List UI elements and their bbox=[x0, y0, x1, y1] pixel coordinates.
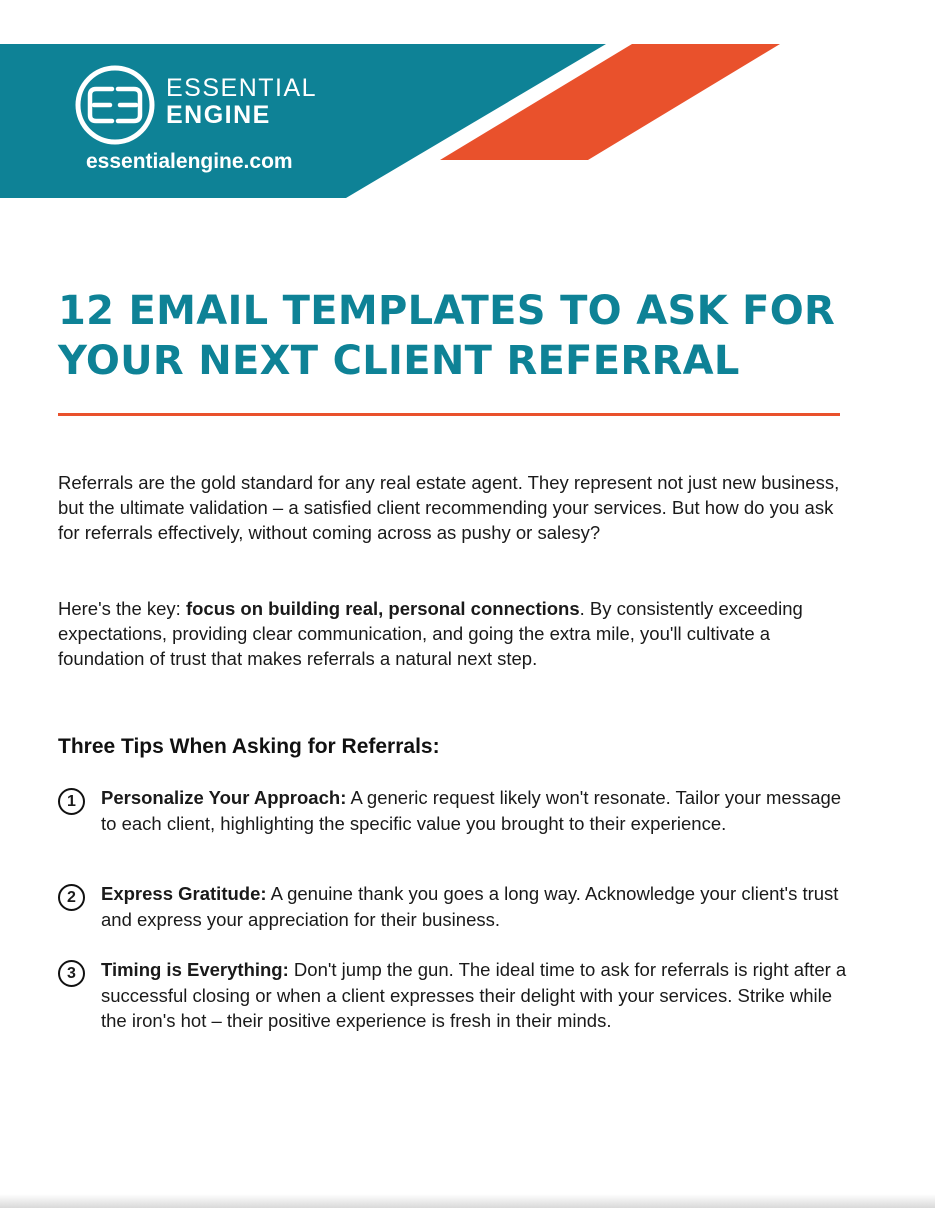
title-divider bbox=[58, 413, 840, 416]
tip-body: A genuine thank you goes a long way. Acknowledge your client's trust and express your appreciation for their business. bbox=[101, 883, 839, 930]
tip-text bbox=[101, 881, 861, 932]
tip-number-badge: 1 bbox=[58, 788, 85, 815]
tip-body: Don't jump the gun. The ideal time to ask for referrals is right after a successful closing or when a client expresses their delight with your services. Strike while the iron's hot – their positive experience is fresh in their minds. bbox=[101, 959, 847, 1031]
intro-paragraph-1: Referrals are the gold standard for any real estate agent. They represent not just new business, but the ultimate validation – a satisfied client recommending your services. But how do you ask for referrals effectively, without coming across as pushy or salesy? bbox=[58, 472, 840, 543]
tip-number-badge: 2 bbox=[58, 884, 85, 911]
tips-heading: Three Tips When Asking for Referrals: bbox=[58, 735, 440, 758]
page-title: 12 EMAIL TEMPLATES TO ASK FOR YOUR NEXT CLIENT REFERRAL bbox=[58, 288, 836, 384]
intro-p2-rest: . By consistently exceeding expectations, providing clear communication, and going the extra mile, you'll cultivate a foundation of trust that makes referrals a natural next step. bbox=[58, 598, 803, 669]
tip-text bbox=[101, 957, 861, 1034]
intro-p2-emphasis: focus on building real, personal connections bbox=[185, 598, 580, 619]
intro-p2-prefix: Here's the key: bbox=[58, 598, 186, 619]
tip-title: Personalize Your Approach: bbox=[101, 787, 347, 808]
page-bottom-edge bbox=[0, 1194, 935, 1208]
tip-body: A generic request likely won't resonate. Tailor your message to each client, highlighting the specific value you brought to their experience. bbox=[101, 787, 842, 834]
tip-number-badge: 3 bbox=[58, 960, 85, 987]
intro-paragraph-2 bbox=[58, 596, 848, 671]
website-link[interactable]: essentialengine.com bbox=[86, 150, 293, 173]
tip-text bbox=[101, 785, 861, 836]
tip-title: Timing is Everything: bbox=[101, 959, 289, 980]
tip-title: Express Gratitude: bbox=[101, 883, 267, 904]
essential-engine-logo-icon bbox=[74, 64, 156, 146]
brand-name-line2: ENGINE bbox=[166, 101, 271, 129]
brand-name-line1: ESSENTIAL bbox=[166, 74, 318, 102]
